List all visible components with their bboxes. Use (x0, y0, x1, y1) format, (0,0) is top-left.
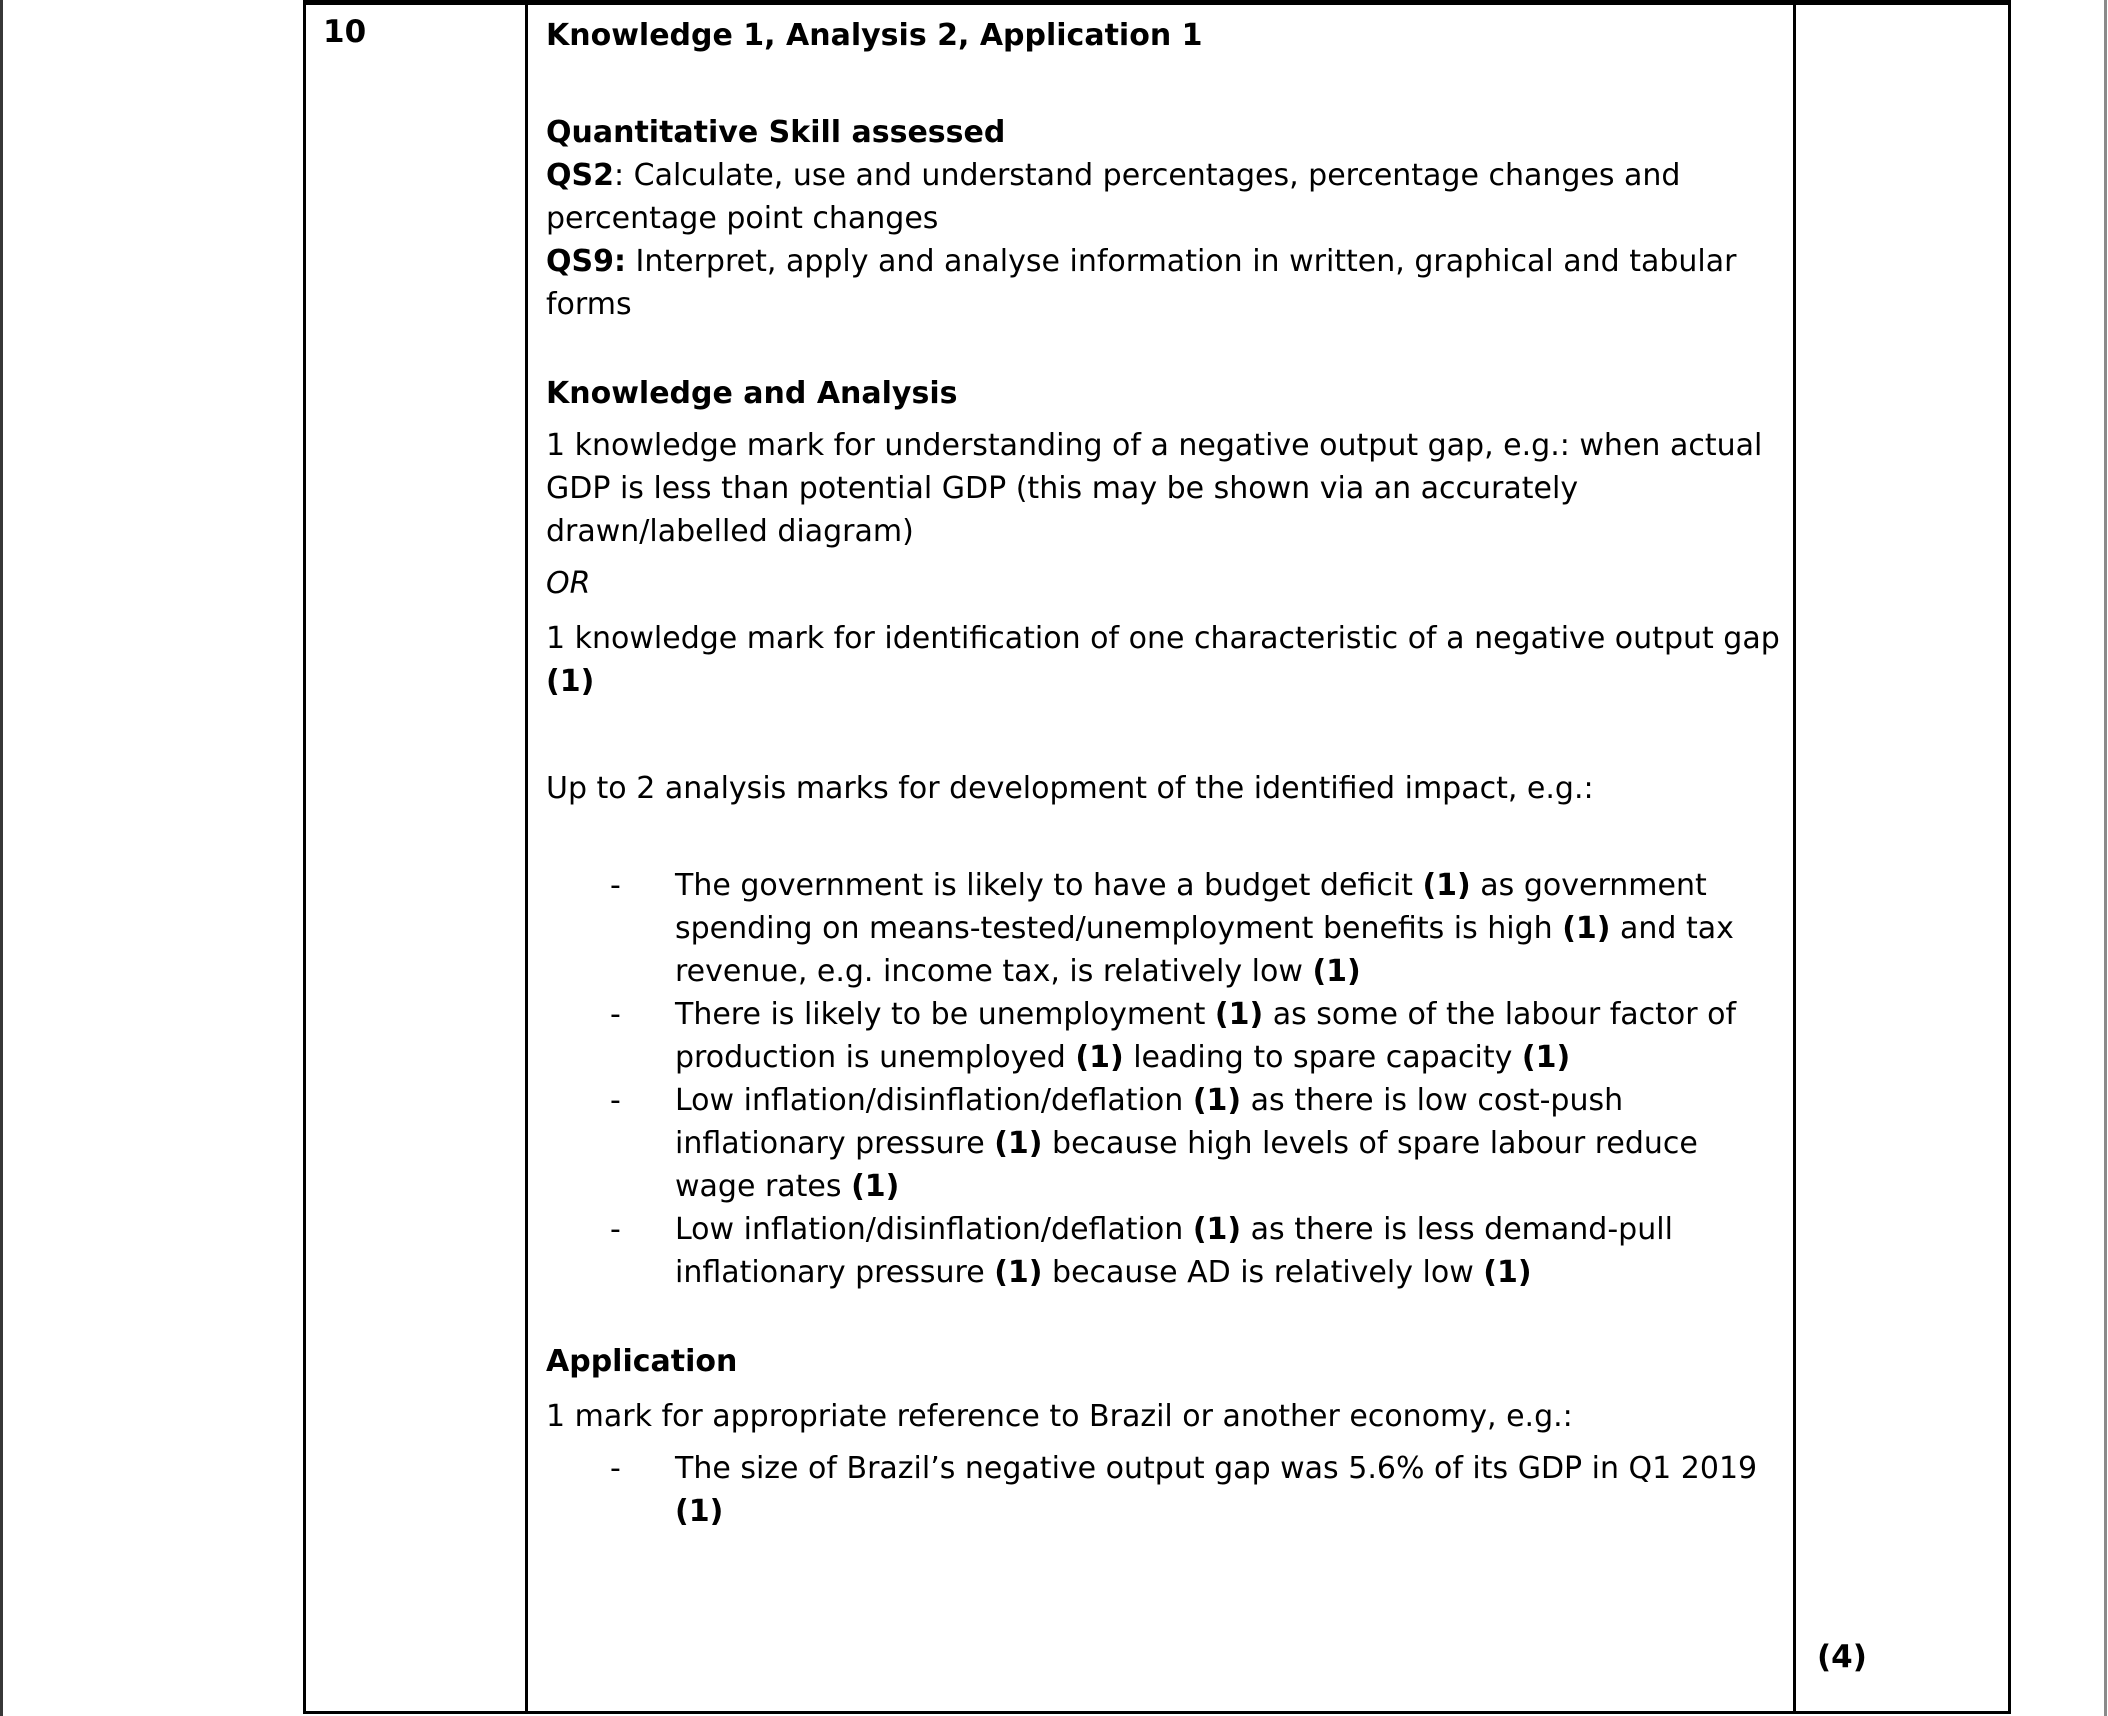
text-run: 1 knowledge mark for identification of one characteristic of a negative output gap (546, 621, 1780, 656)
text-run: as government spending on means-tested/unemployment benefits is high (675, 868, 1707, 946)
application-mark-paragraph (546, 1395, 1787, 1438)
text-run: (1) (1521, 1040, 1571, 1075)
marks-cell (1793, 5, 2008, 1711)
knowledge-mark-identification-paragraph (546, 617, 1787, 703)
list-item (610, 1208, 1787, 1294)
text-run: OR (546, 566, 591, 601)
knowledge-analysis-heading (546, 372, 1787, 415)
text-run: (1) (851, 1169, 900, 1204)
text-run: Quantitative Skill assessed (546, 115, 1006, 150)
text-run: leading to spare capacity (1123, 1040, 1522, 1075)
text-run: The government is likely to have a budget deficit (675, 868, 1423, 903)
text-run: and tax revenue, e.g. income tax, is relatively low (675, 911, 1734, 989)
total-marks-value: (4) (1817, 1639, 1867, 1675)
text-run: QS9: (546, 244, 626, 279)
text-run: (1) (1075, 1040, 1124, 1075)
text-run: 1 mark for appropriate reference to Brazil or another economy, e.g.: (546, 1399, 1573, 1434)
text-run: because high levels of spare labour reduce wage rates (675, 1126, 1698, 1204)
text-run: Up to 2 analysis marks for development of the identified impact, e.g.: (546, 771, 1594, 806)
text-run: (1) (1192, 1083, 1242, 1118)
quantitative-skill-heading (546, 111, 1787, 154)
list-item (610, 1079, 1787, 1208)
text-run: (1) (675, 1494, 724, 1529)
qs2-paragraph (546, 154, 1787, 240)
text-run: Knowledge and Analysis (546, 376, 958, 411)
text-run: as there is less demand-pull inflationary pressure (675, 1212, 1673, 1290)
text-run: The size of Brazil’s negative output gap was 5.6% of its GDP in Q1 2019 (675, 1451, 1758, 1486)
text-run: (1) (1192, 1212, 1242, 1247)
text-run: (1) (1312, 954, 1361, 989)
question-number: 10 (323, 14, 367, 50)
text-run: because AD is relatively low (1042, 1255, 1484, 1290)
question-number-cell (306, 5, 525, 1711)
text-run: Low inflation/disinflation/deflation (675, 1212, 1193, 1247)
text-run: (1) (546, 664, 595, 699)
list-item (610, 1447, 1787, 1533)
application-heading (546, 1340, 1787, 1383)
text-run: (1) (994, 1255, 1043, 1290)
text-run: as some of the labour factor of production is unemployed (675, 997, 1737, 1075)
text-run: There is likely to be unemployment (675, 997, 1215, 1032)
text-run: (1) (994, 1126, 1043, 1161)
marks-allocation-heading (546, 14, 1787, 57)
list-item (610, 864, 1787, 993)
text-run: : Calculate, use and understand percentages, percentage changes and percentage point changes (546, 158, 1681, 236)
answer-cell (525, 5, 1793, 1711)
text-run: (1) (1214, 997, 1264, 1032)
text-run: (1) (1483, 1255, 1532, 1290)
page-right-border (2104, 0, 2107, 1716)
analysis-marks-paragraph (546, 767, 1787, 810)
application-examples-list (546, 1447, 1787, 1533)
text-run: Application (546, 1344, 738, 1379)
qs9-paragraph (546, 240, 1787, 326)
text-run: as there is low cost-push inflationary pressure (675, 1083, 1624, 1161)
knowledge-mark-understanding-paragraph (546, 424, 1787, 553)
text-run: Interpret, apply and analyse information in written, graphical and tabular forms (546, 244, 1737, 322)
mark-scheme-table (303, 0, 2011, 1714)
text-run: 1 knowledge mark for understanding of a negative output gap, e.g.: when actual GDP is less than potential GDP (this may be shown via an accurately drawn/labelled diagram) (546, 428, 1763, 549)
text-run: QS2 (546, 158, 614, 193)
or-separator (546, 562, 1787, 605)
list-item (610, 993, 1787, 1079)
text-run: (1) (1422, 868, 1471, 903)
analysis-examples-list (546, 864, 1787, 1294)
text-run: (1) (1562, 911, 1611, 946)
text-run: Low inflation/disinflation/deflation (675, 1083, 1193, 1118)
text-run: Knowledge 1, Analysis 2, Application 1 (546, 18, 1203, 53)
page-left-border (0, 0, 3, 1716)
